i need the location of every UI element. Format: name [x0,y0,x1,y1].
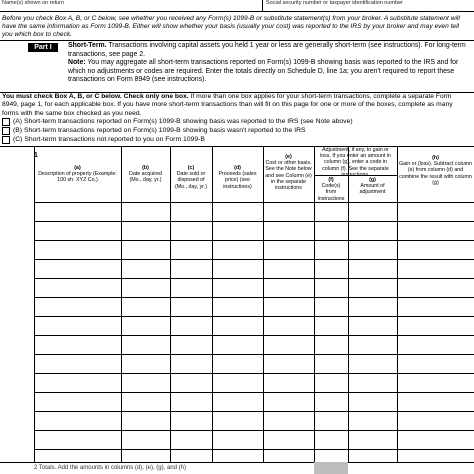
table-row [34,240,474,241]
col-a-letter: (a) [74,165,81,171]
table-row [34,430,474,431]
col-h-text: Gain or (loss). Subtract column (e) from column (d) and combine the result with column (g) [399,161,473,186]
intro-paragraph: Before you check Box A, B, or C below, see whether you received any Form(s) 1099-B or substitute statement(s) from your broker. A substitute statement will have the same information as Form 1099-B. Either will show whether your basis (usually your cost) was reported to the IRS by your broker and may even tell you which box to check. [2,15,460,39]
table-row [34,354,474,355]
option-c-label: (C) Short-term transactions not reported to you on Form 1099-B [13,136,205,143]
part1-text [68,42,468,85]
part1-note: You may aggregate all short-term transactions reported on Form(s) 1099-B showing basis was reported to the IRS and for which no adjustments or codes are required. Enter the totals directly on Schedule D, line 1a; you aren't required to report these transactions on Form 8949 (see instructions). [68,59,459,84]
part-badge: Part I [28,43,58,52]
col-g-letter: (g) [369,177,376,183]
table-row [34,411,474,412]
col-d-text: Proceeds (sales price) (see instructions) [218,171,257,190]
col-c-letter: (c) [187,165,195,171]
table-row [34,316,474,317]
part1-note-label: Note: [68,59,86,67]
col-c-header [172,165,210,190]
adjustment-header: Adjustment, if any, to gain or loss. If you enter an amount in column (g), enter a code in column (f). See the separate instructions. [320,147,391,178]
name-field-label: Name(s) shown on return [2,0,65,6]
col-divider [314,147,315,462]
col-d-header [214,165,261,190]
option-b-label: (B) Short-term transactions reported on Form(s) 1099-B showing basis wasn't reported to the IRS [13,127,306,134]
col-h-letter: (h) [432,155,439,161]
col-divider [263,147,264,462]
col-divider [121,147,122,462]
box-instructions-lead: You must check Box A, B, or C below. Check only one box. [2,93,189,100]
col-f-letter: (f) [328,177,334,183]
col-g-header [350,177,395,196]
header-row [0,0,474,12]
table-row [34,202,474,203]
col-e-letter: (e) [285,154,292,160]
table-row [34,449,474,450]
checkbox-b[interactable] [2,127,10,135]
option-c[interactable] [2,135,468,144]
col-a-text: Description of property (Example: 100 sh. XYZ Co.) [38,171,117,184]
option-a-label: (A) Short-term transactions reported on Form(s) 1099-B showing basis was reported to the IRS (see Note above) [13,118,353,125]
line-number: 1 [34,152,38,159]
table-row [34,221,474,222]
col-divider [348,147,349,462]
table-row [34,259,474,260]
box-options [2,117,468,144]
table-row [34,335,474,336]
adjustment-divider [314,175,397,176]
transactions-table [0,147,474,474]
option-a[interactable] [2,117,468,126]
col-divider [397,147,398,462]
box-instructions [2,93,468,118]
totals-line: 2 Totals. Add the amounts in columns (d), (e), (g), and (h) [34,465,186,471]
col-divider [34,147,35,462]
part1-title: Short-Term. [68,42,107,49]
checkbox-a[interactable] [2,118,10,126]
col-f-text: Code(s) from instructions [317,183,345,202]
table-row [34,297,474,298]
option-b[interactable] [2,126,468,135]
col-b-text: Date acquired (Mo., day, yr.) [129,171,162,184]
checkbox-c[interactable] [2,136,10,144]
table-row [34,392,474,393]
box-instructions-text: If more than one box applies for your short-term transactions, complete a separate Form 8949, page 1, for each applicable box. If you have more short-term transactions than will fit on this page for one or more of the boxes, complete as many forms with the same box checked as you need. [2,93,453,117]
table-bottom [0,462,474,463]
col-b-header [123,165,168,184]
col-e-header [265,154,312,191]
shaded-cell [314,462,348,474]
col-h-header [399,155,472,186]
part1-description: Transactions involving capital assets you held 1 year or less are generally short-term (see instructions). For long-term transactions, see page 2. [68,42,466,58]
col-c-text: Date sold or disposed of (Mo., day, yr.) [175,171,207,190]
col-b-letter: (b) [142,165,149,171]
ssn-field-label: Social security number or taxpayer identification number [262,0,403,11]
col-divider [212,147,213,462]
col-a-header [36,165,119,184]
col-g-text: Amount of adjustment [359,183,386,196]
col-divider [170,147,171,462]
table-row [34,278,474,279]
col-d-letter: (d) [234,165,241,171]
col-f-header [316,177,346,202]
col-e-text: Cost or other basis. See the Note below and see Column (e) in the separate instructions [265,160,312,192]
divider [0,40,474,41]
table-row [34,373,474,374]
